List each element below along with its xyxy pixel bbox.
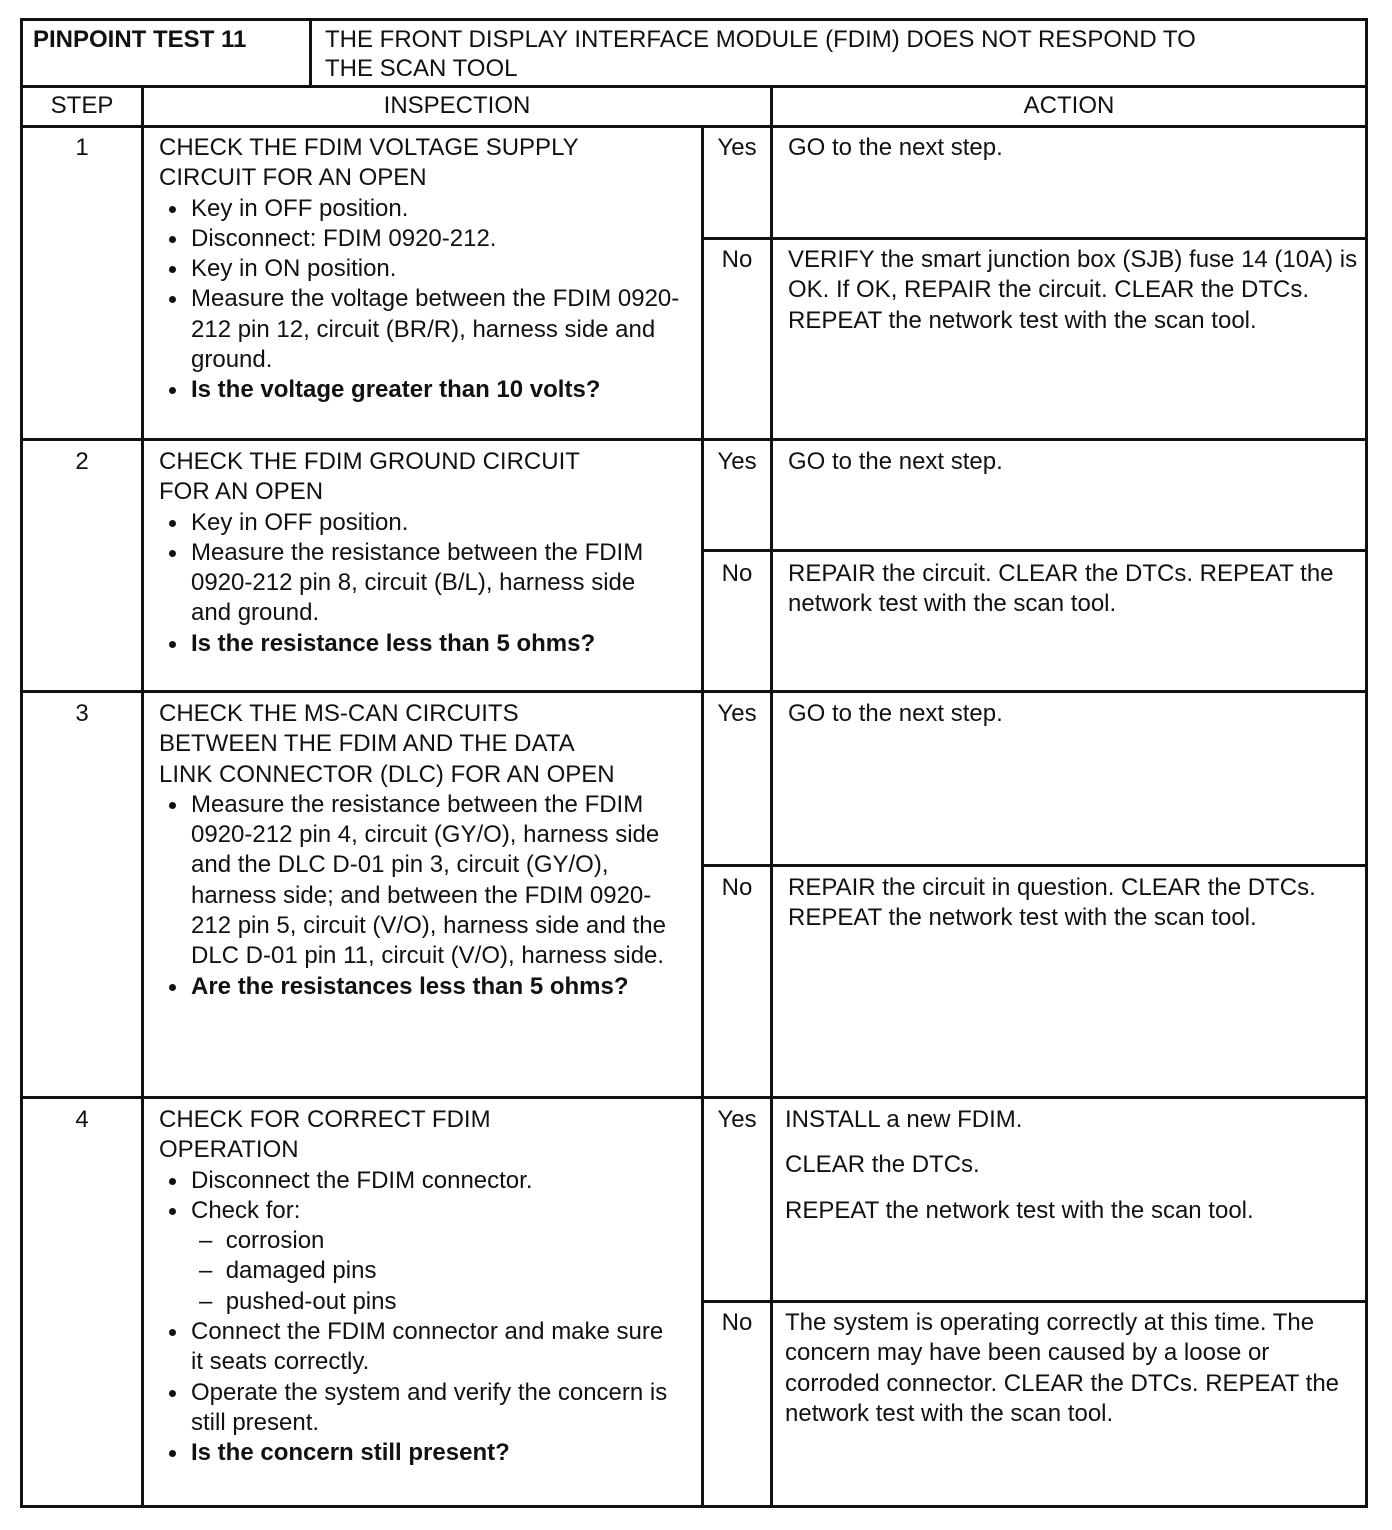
yes-label: Yes <box>717 448 757 475</box>
inspection-item: Key in OFF position. <box>159 508 659 538</box>
rule-step3-bottom <box>23 1096 1365 1099</box>
rule-header-bottom <box>23 85 1365 88</box>
step-1-inspection <box>159 133 689 406</box>
inspection-item: Key in OFF position. <box>159 194 689 224</box>
no-label: No <box>721 560 753 587</box>
check-for-item: – damaged pins <box>191 1256 679 1286</box>
test-title-line2: THE SCAN TOOL <box>325 55 518 82</box>
yes-action: GO to the next step. <box>788 134 1003 161</box>
yes-label: Yes <box>717 134 757 161</box>
inspection-item: Disconnect: FDIM 0920-212. <box>159 224 689 254</box>
no-action: VERIFY the smart junction box (SJB) fuse 14 (10A) is OK. If OK, REPAIR the circuit. CLEAR the DTCs. REPEAT the network test with the scan tool. <box>788 246 1358 334</box>
no-action: REPAIR the circuit. CLEAR the DTCs. REPEAT the network test with the scan tool. <box>788 560 1334 618</box>
rule-step3-yesno <box>701 864 1365 867</box>
inspection-item: Connect the FDIM connector and make sure it seats correctly. <box>159 1317 679 1378</box>
inspection-item: Measure the resistance between the FDIM 0920-212 pin 8, circuit (B/L), harness side and ground. <box>159 538 659 629</box>
test-id: PINPOINT TEST 11 <box>33 26 247 53</box>
check-for-label: Check for: <box>191 1196 301 1224</box>
check-for-item: – corrosion <box>191 1226 679 1256</box>
rule-header-divider <box>309 21 312 85</box>
yes-action: GO to the next step. <box>788 700 1003 727</box>
test-title-line1: THE FRONT DISPLAY INTERFACE MODULE (FDIM) DOES NOT RESPOND TO <box>325 26 1196 53</box>
step-number: 2 <box>75 448 89 475</box>
step-3-inspection <box>159 699 669 1002</box>
inspection-question: Are the resistances less than 5 ohms? <box>159 972 669 1002</box>
rule-step4-yesno <box>701 1300 1365 1303</box>
col-action: ACTION <box>1023 92 1115 119</box>
rule-step2-yesno <box>701 549 1365 552</box>
rule-action-col <box>770 85 773 1505</box>
test-title <box>325 25 1360 83</box>
inspection-item: Measure the resistance between the FDIM 0920-212 pin 4, circuit (GY/O), harness side and the DLC D-01 pin 3, circuit (GY/O), harness side; and between the FDIM 0920-212 pin 5, circuit (V/O), harness side and the DLC D-01 pin 11, circuit (V/O), harness side. <box>159 790 669 972</box>
inspection-question: Is the resistance less than 5 ohms? <box>159 629 659 659</box>
inspection-question: Is the concern still present? <box>159 1438 679 1468</box>
inspection-question: Is the voltage greater than 10 volts? <box>159 375 689 405</box>
step-title: CHECK FOR CORRECT FDIM <box>159 1106 491 1133</box>
no-action: The system is operating correctly at this time. The concern may have been caused by a loose or corroded connector. CLEAR the DTCs. REPEAT the network test with the scan tool. <box>785 1309 1340 1427</box>
rule-colhead-bottom <box>23 125 1365 128</box>
rule-step-col <box>141 85 144 1505</box>
yes-action-line: INSTALL a new FDIM. <box>785 1106 1023 1133</box>
step-title: CHECK THE MS-CAN CIRCUITS <box>159 700 519 727</box>
inspection-item: Disconnect the FDIM connector. <box>159 1166 679 1196</box>
step-title: CHECK THE FDIM GROUND CIRCUIT <box>159 448 580 475</box>
inspection-item: Measure the voltage between the FDIM 0920-212 pin 12, circuit (BR/R), harness side and ground. <box>159 284 689 375</box>
step-number: 1 <box>75 134 89 161</box>
step-title: OPERATION <box>159 1136 299 1164</box>
no-label: No <box>721 874 753 901</box>
step-title: BETWEEN THE FDIM AND THE DATA <box>159 730 575 758</box>
inspection-item: Key in ON position. <box>159 254 689 284</box>
step-title: FOR AN OPEN <box>159 478 324 506</box>
yes-action-line: CLEAR the DTCs. <box>785 1151 980 1179</box>
step-title: CHECK THE FDIM VOLTAGE SUPPLY <box>159 134 579 161</box>
step-2-inspection <box>159 447 659 659</box>
step-title: CIRCUIT FOR AN OPEN <box>159 164 427 192</box>
yes-label: Yes <box>717 1106 757 1133</box>
col-inspection: INSPECTION <box>383 92 531 119</box>
step-title: LINK CONNECTOR (DLC) FOR AN OPEN <box>159 760 615 788</box>
yes-action: GO to the next step. <box>788 448 1003 475</box>
col-step: STEP <box>50 92 114 119</box>
yes-label: Yes <box>717 700 757 727</box>
step-number: 3 <box>75 700 89 727</box>
rule-step2-bottom <box>23 690 1365 693</box>
rule-step1-yesno <box>701 237 1365 240</box>
yes-action <box>785 1105 1355 1226</box>
rule-step1-bottom <box>23 438 1365 441</box>
inspection-item: Operate the system and verify the concern is still present. <box>159 1378 679 1439</box>
no-action: REPAIR the circuit in question. CLEAR the DTCs. REPEAT the network test with the scan tool. <box>788 874 1316 932</box>
rule-yesno-col <box>701 125 704 1505</box>
step-4-inspection <box>159 1105 679 1469</box>
pinpoint-test-table <box>20 18 1368 1508</box>
inspection-item-check-for <box>159 1196 679 1317</box>
no-label: No <box>721 1309 753 1336</box>
yes-action-line: REPEAT the network test with the scan tool. <box>785 1196 1254 1224</box>
check-for-list <box>191 1226 679 1317</box>
check-for-item: – pushed-out pins <box>191 1287 679 1317</box>
step-number: 4 <box>75 1106 89 1133</box>
no-label: No <box>721 246 753 273</box>
